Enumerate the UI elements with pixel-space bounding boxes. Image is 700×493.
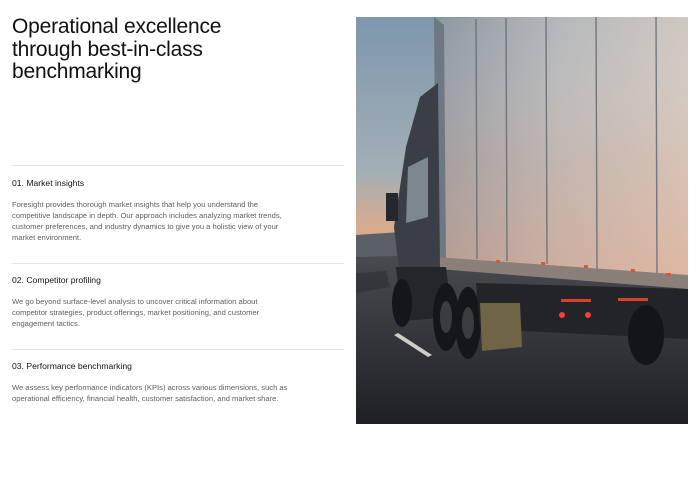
section-title: 03. Performance benchmarking (12, 361, 132, 371)
page-title-line: through best-in-class (12, 37, 203, 61)
section-body: We assess key performance indicators (KPIs) across various dimensions, such as operational efficiency, financial health, customer satisfaction, and market share. (12, 383, 288, 403)
section-market-insights (12, 165, 344, 243)
truck-photo-icon (356, 17, 688, 424)
section-competitor-profiling (12, 263, 344, 329)
section-title: 01. Market insights (12, 178, 85, 188)
hero-image (356, 17, 688, 424)
section-body: Foresight provides thorough market insights that help you understand the competitive landscape in depth. Our approach includes analyzing market trends, customer preferences, and industry dynamics to give you a holistic view of your market environment. (12, 200, 282, 242)
page-title (12, 16, 332, 84)
section-body: We go beyond surface-level analysis to uncover critical information about competitor strategies, product offerings, market positioning, and customer engagement tactics. (12, 297, 260, 328)
page-title-line: benchmarking (12, 60, 142, 83)
section-title: 02. Competitor profiling (12, 275, 101, 285)
section-performance-benchmarking (12, 349, 344, 404)
page-title-line: Operational excellence (12, 15, 222, 38)
